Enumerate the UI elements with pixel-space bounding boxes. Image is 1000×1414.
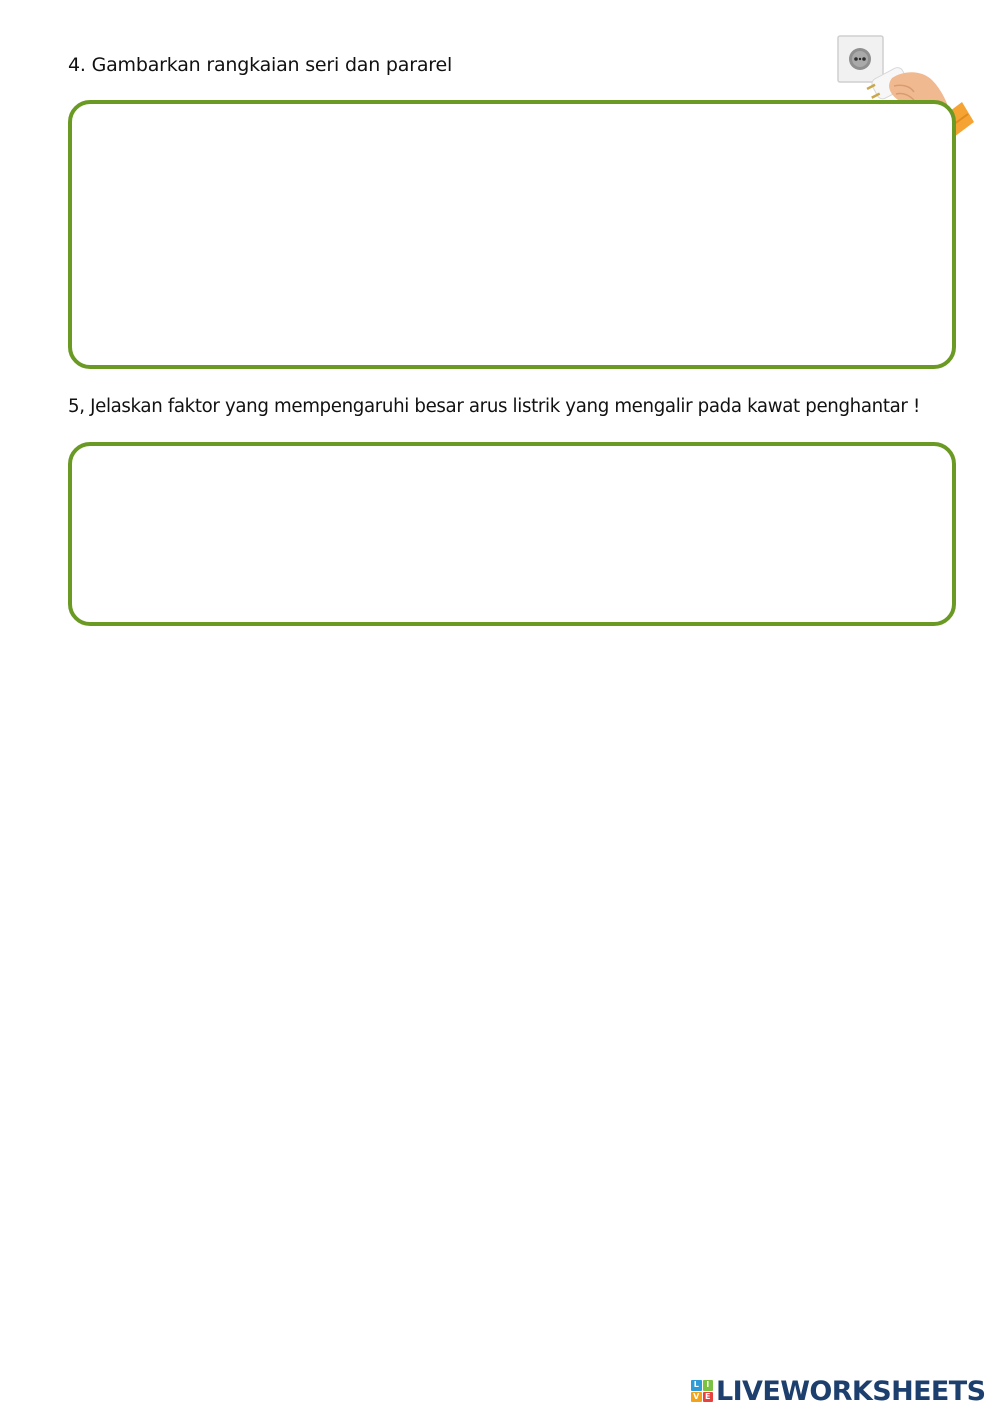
logo-letter-i: I <box>703 1380 714 1391</box>
liveworksheets-logo <box>691 1371 985 1411</box>
answer-box-question-4[interactable] <box>68 100 956 369</box>
logo-letter-v: V <box>691 1392 702 1403</box>
question-5-text: 5, Jelaskan faktor yang mempengaruhi besar arus listrik yang mengalir pada kawat penghantar ! <box>68 396 920 417</box>
logo-text: LIVEWORKSHEETS <box>716 1375 986 1407</box>
logo-letter-e: E <box>703 1392 714 1403</box>
logo-letter-l: L <box>691 1380 702 1391</box>
live-logo-icon <box>691 1380 713 1402</box>
answer-box-question-5[interactable] <box>68 442 956 626</box>
question-4-text: 4. Gambarkan rangkaian seri dan pararel <box>68 54 453 76</box>
